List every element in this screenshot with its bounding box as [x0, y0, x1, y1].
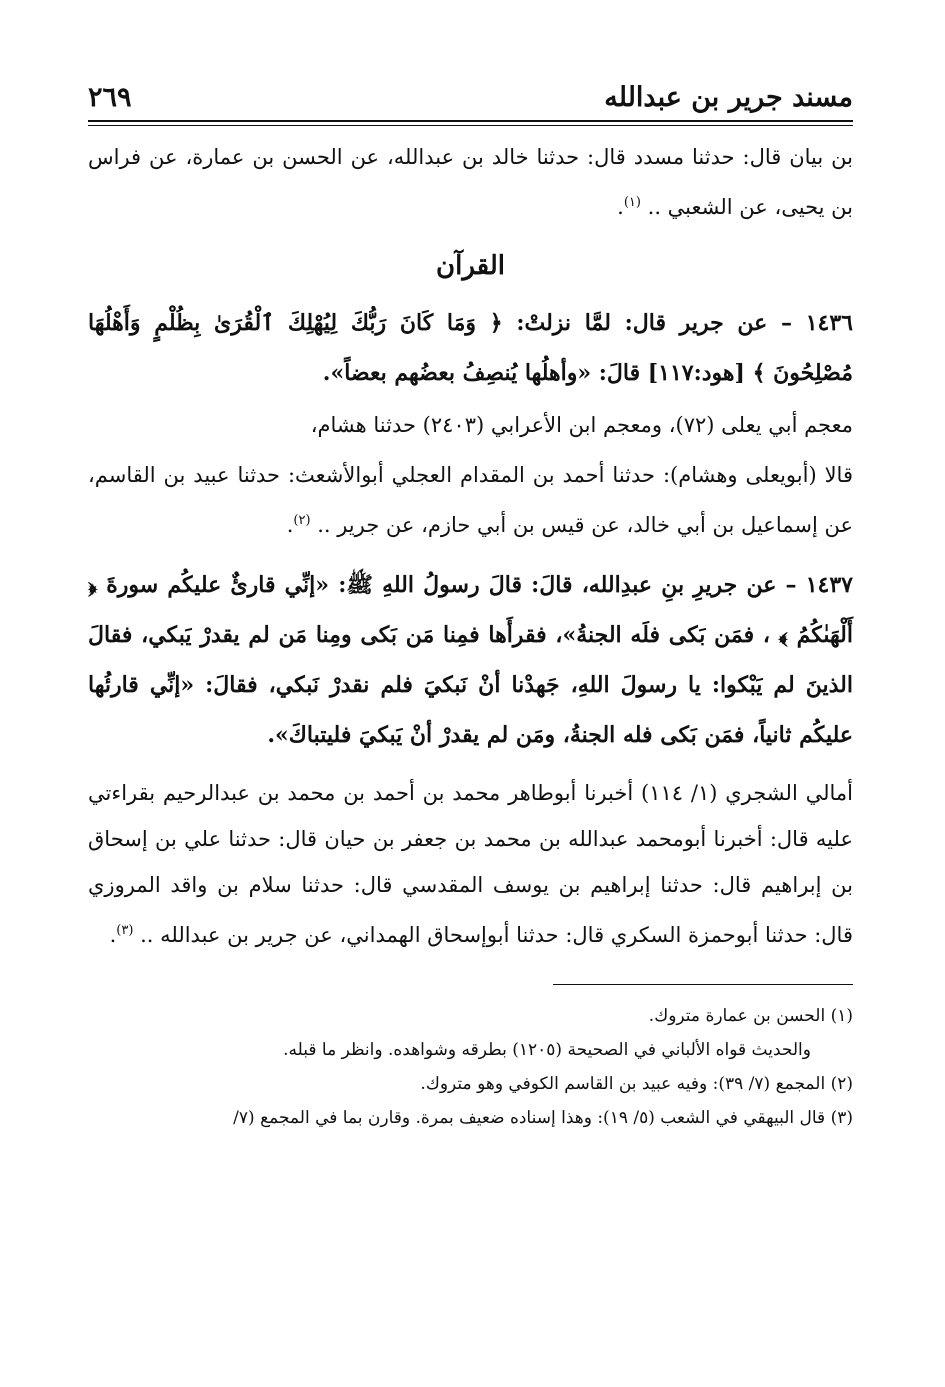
footnote-text: الحسن بن عمارة متروك.: [648, 1006, 831, 1026]
source-paragraph-3: [88, 770, 853, 958]
intro-end: .: [617, 195, 624, 219]
footnote-ref-1: (١): [623, 195, 641, 210]
source-paragraph-2: [88, 452, 853, 548]
footnote-1-continued: [88, 1033, 853, 1067]
source-text: أمالي الشجري (١/ ١١٤) أخبرنا أبوطاهر محمد بن أحمد بن محمد بن عبدالرحيم بقراءتي عليه قال: أخبرنا أبومحمد عبدالله بن محمد بن جعفر بن حيان قال: حدثنا علي بن إسحاق بن إبراهيم قال: حدثنا إبراهيم بن يوسف المقدسي قال: حدثنا سلام بن واقد المروزي قال: حدثنا أبوحمزة السكري قال: حدثنا أبوإسحاق الهمداني، عن جرير بن عبدالله ..: [88, 781, 853, 947]
source-paragraph-1: معجم أبي يعلى (٧٢)، ومعجم ابن الأعرابي (٢٤٠٣) حدثنا هشام،: [310, 413, 853, 437]
hadith-text: – عن جرير قال: لمَّا نزلتْ: ﴿ وَمَا كَانَ رَبُّكَ لِيُهْلِكَ ٱلْقُرَىٰ بِظُلْمٍ وَأَهْلُهَا مُصْلِحُونَ ﴾ [هود:١١٧] قالَ: «وأهلُها يُنصِفُ بعضُهم بعضاً».: [88, 310, 853, 386]
header-rule-thick: [88, 120, 853, 122]
section-title: القرآن: [436, 251, 505, 281]
header-title: مسند جرير بن عبدالله: [604, 82, 853, 113]
running-header: [88, 82, 853, 120]
footnote-marker: (٣): [830, 1108, 853, 1128]
header-rule-thin: [88, 125, 853, 126]
footnote-2: [88, 1067, 853, 1101]
footnote-marker: (١): [830, 1006, 853, 1026]
source-end: .: [286, 513, 294, 537]
hadith-number: ١٤٣٧: [805, 572, 853, 598]
footnotes: [88, 999, 853, 1135]
source-text: قالا (أبويعلى وهشام): حدثنا أحمد بن المقدام العجلي أبوالأشعث: حدثنا عبيد بن القاسم، عن إسماعيل بن أبي خالد، عن قيس بن أبي حازم، عن جرير ..: [88, 463, 853, 537]
footnote-text: قال البيهقي في الشعب (٥/ ١٩): وهذا إسناده ضعيف بمرة. وقارن بما في المجمع (٧/: [233, 1108, 831, 1128]
hadith-1436: [88, 298, 853, 398]
intro-paragraph: [88, 134, 853, 230]
footnote-text: المجمع (٧/ ٣٩): وفيه عبيد بن القاسم الكوفي وهو متروك.: [420, 1074, 831, 1094]
footnote-separator: [553, 984, 853, 985]
footnote-ref-3: (٣): [116, 923, 134, 938]
source-end: .: [109, 923, 117, 947]
footnote-1: [88, 999, 853, 1033]
footnote-3: [88, 1101, 853, 1135]
footnote-ref-2: (٢): [293, 513, 311, 528]
intro-text: بن بيان قال: حدثنا مسدد قال: حدثنا خالد بن عبدالله، عن الحسن بن عمارة، عن فراس بن يحيى، عن الشعبي ..: [88, 145, 853, 219]
hadith-1437: [88, 560, 853, 760]
hadith-number: ١٤٣٦: [805, 310, 853, 336]
page-number: ٢٦٩: [88, 82, 132, 113]
footnote-marker: (٢): [830, 1074, 853, 1094]
footnote-text: والحديث قواه الألباني في الصحيحة (١٢٠٥) بطرقه وشواهده. وانظر ما قبله.: [283, 1040, 811, 1060]
hadith-text: – عن جريرِ بنِ عبدِالله، قالَ: قالَ رسولُ اللهِ ﷺ: «إنِّي قارئٌ عليكُم سورةَ ﴿ أَلْهَىٰكُمُ ﴾ ، فمَن بَكى فلَه الجنةُ»، فقرأَها فمِنا مَن بَكى ومِنا مَن لم يقدرْ يَبكي، فقالَ الذينَ لم يَبْكوا: يا رسولَ اللهِ، جَهدْنا أنْ نَبكيَ فلم نقدرْ نَبكي، فقالَ: «إنِّي قارئُها عليكُم ثانياً، فمَن بَكى فله الجنةُ، ومَن لم يقدرْ أنْ يَبكيَ فليتباكَ».: [88, 572, 853, 748]
